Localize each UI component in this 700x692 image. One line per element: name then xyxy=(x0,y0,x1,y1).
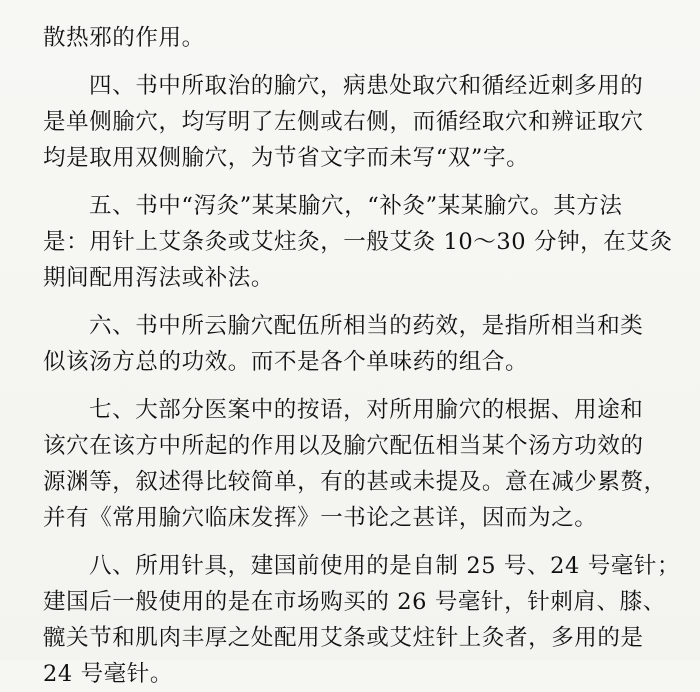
text-line-3: 是单侧腧穴，均写明了左侧或右侧，而循经取穴和辨证取穴 xyxy=(43,109,644,135)
text-line-8: 六、书中所云腧穴配伍所相当的药效，是指所相当和类 xyxy=(89,313,644,339)
text-line-13: 并有《常用腧穴临床发挥》一书论之甚详，因而为之。 xyxy=(43,505,598,531)
paragraph-gap xyxy=(43,536,673,548)
text-line-16: 髋关节和肌肉丰厚之处配用艾条或艾炷针上灸者，多用的是 xyxy=(43,625,644,651)
text-line-7: 期间配用泻法或补法。 xyxy=(43,265,275,291)
text-line-4: 均是取用双侧腧穴，为节省文字而未写“双”字。 xyxy=(43,145,530,171)
paragraph-gap xyxy=(43,56,673,68)
paragraph-gap xyxy=(43,296,673,308)
text-line-6: 是：用针上艾条灸或艾炷灸，一般艾灸 10～30 分钟，在艾灸 xyxy=(43,229,673,255)
text-line-12: 源渊等，叙述得比较简单，有的甚或未提及。意在减少累赘， xyxy=(43,469,667,495)
text-line-5: 五、书中“泻灸”某某腧穴，“补灸”某某腧穴。其方法 xyxy=(89,193,623,219)
paragraph-gap xyxy=(43,380,673,392)
text-line-15: 建国后一般使用的是在市场购买的 26 号毫针，针刺肩、膝、 xyxy=(43,589,666,615)
text-line-9: 似该汤方总的功效。而不是各个单味药的组合。 xyxy=(43,349,529,375)
paragraph-gap xyxy=(43,176,673,188)
text-line-11: 该穴在该方中所起的作用以及腧穴配伍相当某个汤方功效的 xyxy=(43,433,644,459)
text-line-2: 四、书中所取治的腧穴，病患处取穴和循经近刺多用的 xyxy=(89,73,644,99)
text-line-1: 散热邪的作用。 xyxy=(43,25,205,51)
text-line-17: 24 号毫针。 xyxy=(43,661,173,687)
document-body xyxy=(43,20,681,692)
text-line-14: 八、所用针具，建国前使用的是自制 25 号、24 号毫针； xyxy=(89,553,681,579)
text-line-10: 七、大部分医案中的按语，对所用腧穴的根据、用途和 xyxy=(89,397,644,423)
